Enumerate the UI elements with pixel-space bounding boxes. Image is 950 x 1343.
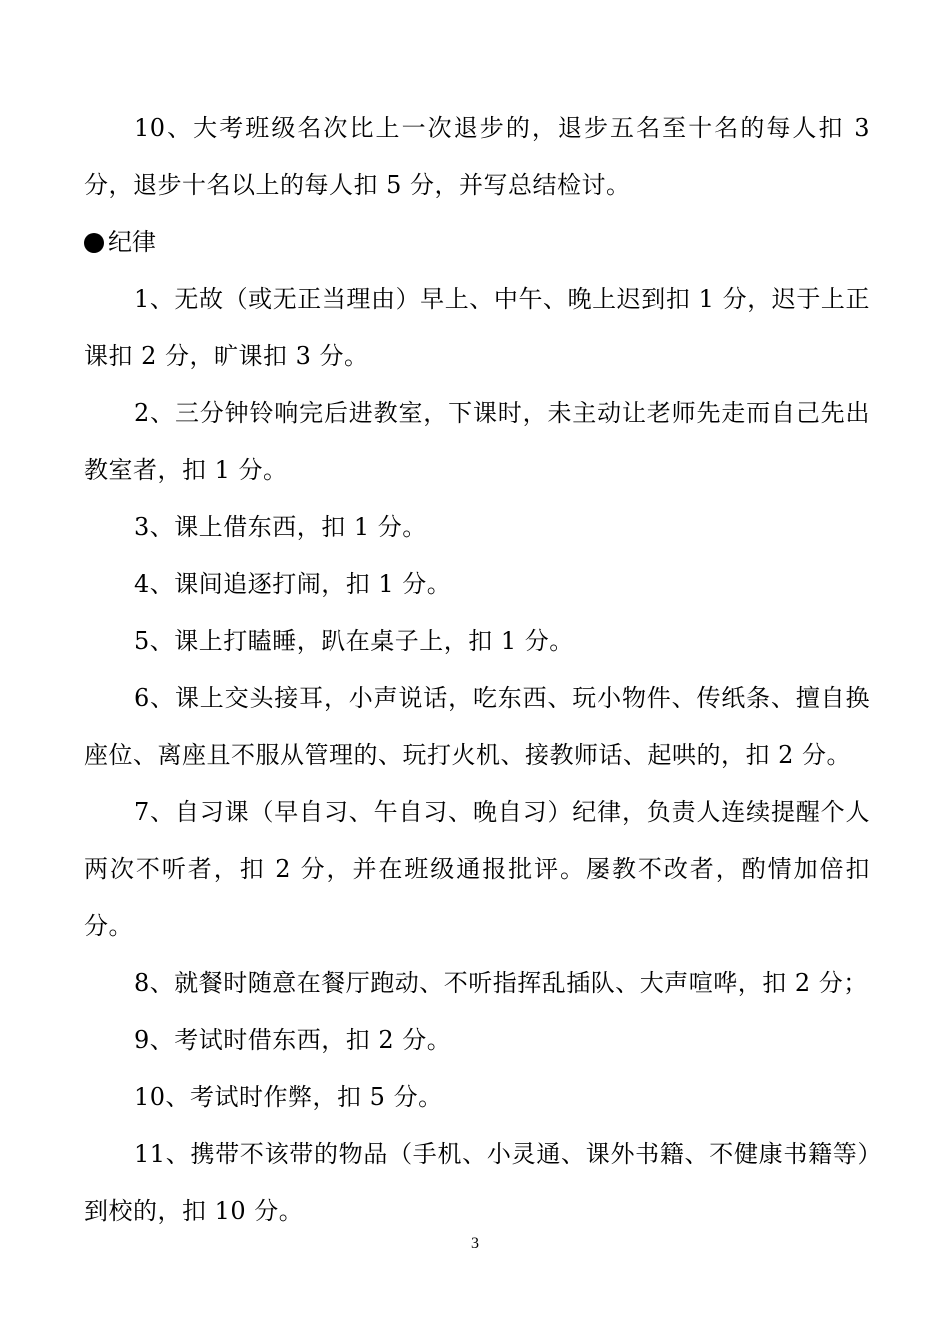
list-item: 10、考试时作弊，扣 5 分。 <box>134 1083 443 1111</box>
list-item: 2、三分钟铃响完后进教室，下课时，未主动让老师先走而自己先出教室者，扣 1 分。 <box>84 399 870 484</box>
document-page <box>84 100 870 1240</box>
list-item: 6、课上交头接耳，小声说话，吃东西、玩小物件、传纸条、擅自换座位、离座且不服从管理的、玩打火机、接教师话、起哄的，扣 2 分。 <box>84 684 870 769</box>
section-heading-text: 纪律 <box>108 228 156 256</box>
list-item: 4、课间追逐打闹，扣 1 分。 <box>134 570 452 598</box>
section-heading <box>84 214 870 271</box>
list-item: 9、考试时借东西，扣 2 分。 <box>134 1026 452 1054</box>
list-item: 5、课上打瞌睡，趴在桌子上，扣 1 分。 <box>134 627 574 655</box>
list-item: 8、就餐时随意在餐厅跑动、不听指挥乱插队、大声喧哗，扣 2 分； <box>134 969 868 997</box>
paragraph-rank-rule: 10、大考班级名次比上一次退步的，退步五名至十名的每人扣 3 分，退步十名以上的每人扣 5 分，并写总结检讨。 <box>84 114 870 199</box>
page-number: 3 <box>471 1235 479 1252</box>
list-item: 7、自习课（早自习、午自习、晚自习）纪律，负责人连续提醒个人两次不听者，扣 2 分，并在班级通报批评。屡教不改者，酌情加倍扣分。 <box>84 798 870 940</box>
bullet-icon <box>84 233 104 253</box>
list-item: 11、携带不该带的物品（手机、小灵通、课外书籍、不健康书籍等）到校的，扣 10 分。 <box>84 1140 870 1225</box>
list-item: 3、课上借东西，扣 1 分。 <box>134 513 427 541</box>
list-item: 1、无故（或无正当理由）早上、中午、晚上迟到扣 1 分，迟于上正课扣 2 分，旷课扣 3 分。 <box>84 285 870 370</box>
